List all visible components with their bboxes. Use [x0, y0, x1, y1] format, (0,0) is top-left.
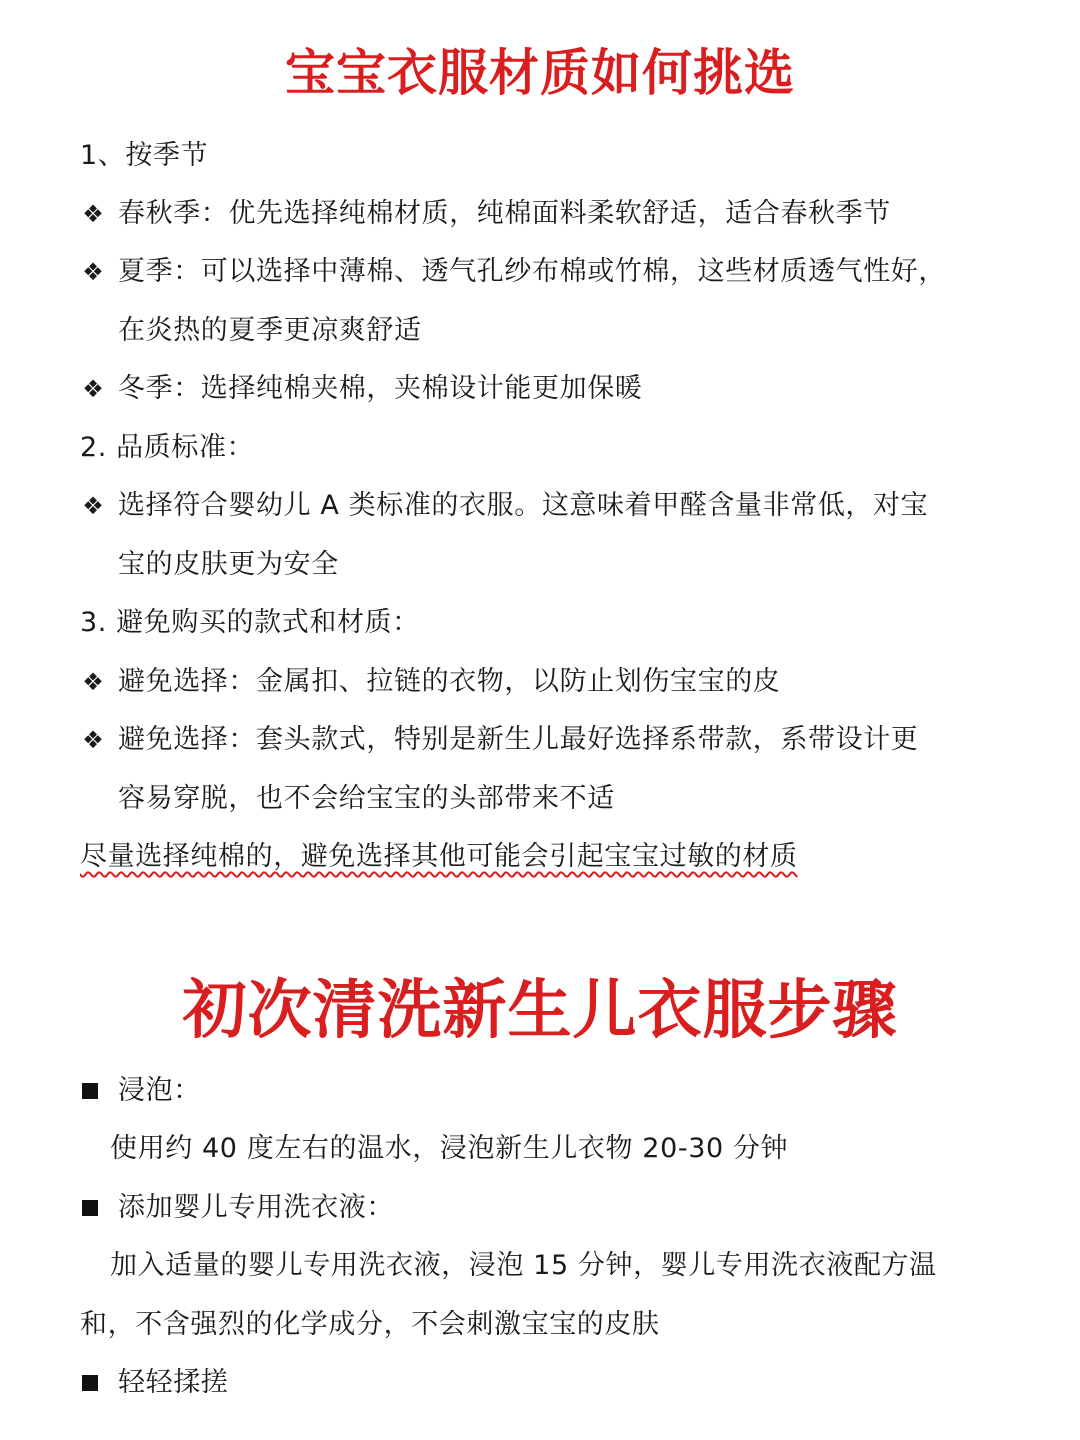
step-rub-heading: 轻轻揉搓	[118, 1367, 229, 1398]
page-title: 宝宝衣服材质如何挑选	[285, 44, 795, 102]
bullet-standard: 选择符合婴幼儿 A 类标准的衣服。这意味着甲醛含量非常低，对宝	[118, 490, 929, 521]
bullet-avoid-pullover: 避免选择：套头款式，特别是新生儿最好选择系带款，系带设计更	[118, 724, 919, 755]
heading-quality: 2. 品质标准：	[80, 432, 255, 463]
summary-note: 尽量选择纯棉的，避免选择其他可能会引起宝宝过敏的材质	[80, 841, 798, 872]
bullet-icon: ❖	[82, 258, 104, 286]
bullet-spring-autumn: 春秋季：优先选择纯棉材质，纯棉面料柔软舒适，适合春秋季节	[118, 198, 891, 229]
heading-avoid: 3. 避免购买的款式和材质：	[80, 607, 420, 638]
bullet-icon: ❖	[82, 668, 104, 696]
black-square-icon	[82, 1200, 98, 1216]
section-title: 初次清洗新生儿衣服步骤	[182, 974, 898, 1048]
step-soak-body: 使用约 40 度左右的温水，浸泡新生儿衣物 20-30 分钟	[110, 1133, 789, 1164]
step-detergent-body: 加入适量的婴儿专用洗衣液，浸泡 15 分钟，婴儿专用洗衣液配方温	[110, 1250, 937, 1281]
bullet-icon: ❖	[82, 375, 104, 403]
step-detergent-body-cont: 和，不含强烈的化学成分，不会刺激宝宝的皮肤	[80, 1309, 660, 1340]
bullet-summer: 夏季：可以选择中薄棉、透气孔纱布棉或竹棉，这些材质透气性好，	[118, 256, 946, 287]
step-soak-heading: 浸泡：	[118, 1075, 201, 1106]
bullet-icon: ❖	[82, 726, 104, 754]
bullet-summer-cont: 在炎热的夏季更凉爽舒适	[118, 315, 422, 346]
bullet-standard-cont: 宝的皮肤更为安全	[118, 549, 339, 580]
heading-season: 1、按季节	[80, 140, 209, 171]
step-detergent-heading: 添加婴儿专用洗衣液：	[118, 1192, 394, 1223]
black-square-icon	[82, 1083, 98, 1099]
bullet-avoid-pullover-cont: 容易穿脱，也不会给宝宝的头部带来不适	[118, 783, 615, 814]
bullet-icon: ❖	[82, 200, 104, 228]
bullet-avoid-zipper: 避免选择：金属扣、拉链的衣物，以防止划伤宝宝的皮	[118, 666, 781, 697]
black-square-icon	[82, 1375, 98, 1391]
bullet-icon: ❖	[82, 492, 104, 520]
bullet-winter: 冬季：选择纯棉夹棉，夹棉设计能更加保暖	[118, 373, 643, 404]
